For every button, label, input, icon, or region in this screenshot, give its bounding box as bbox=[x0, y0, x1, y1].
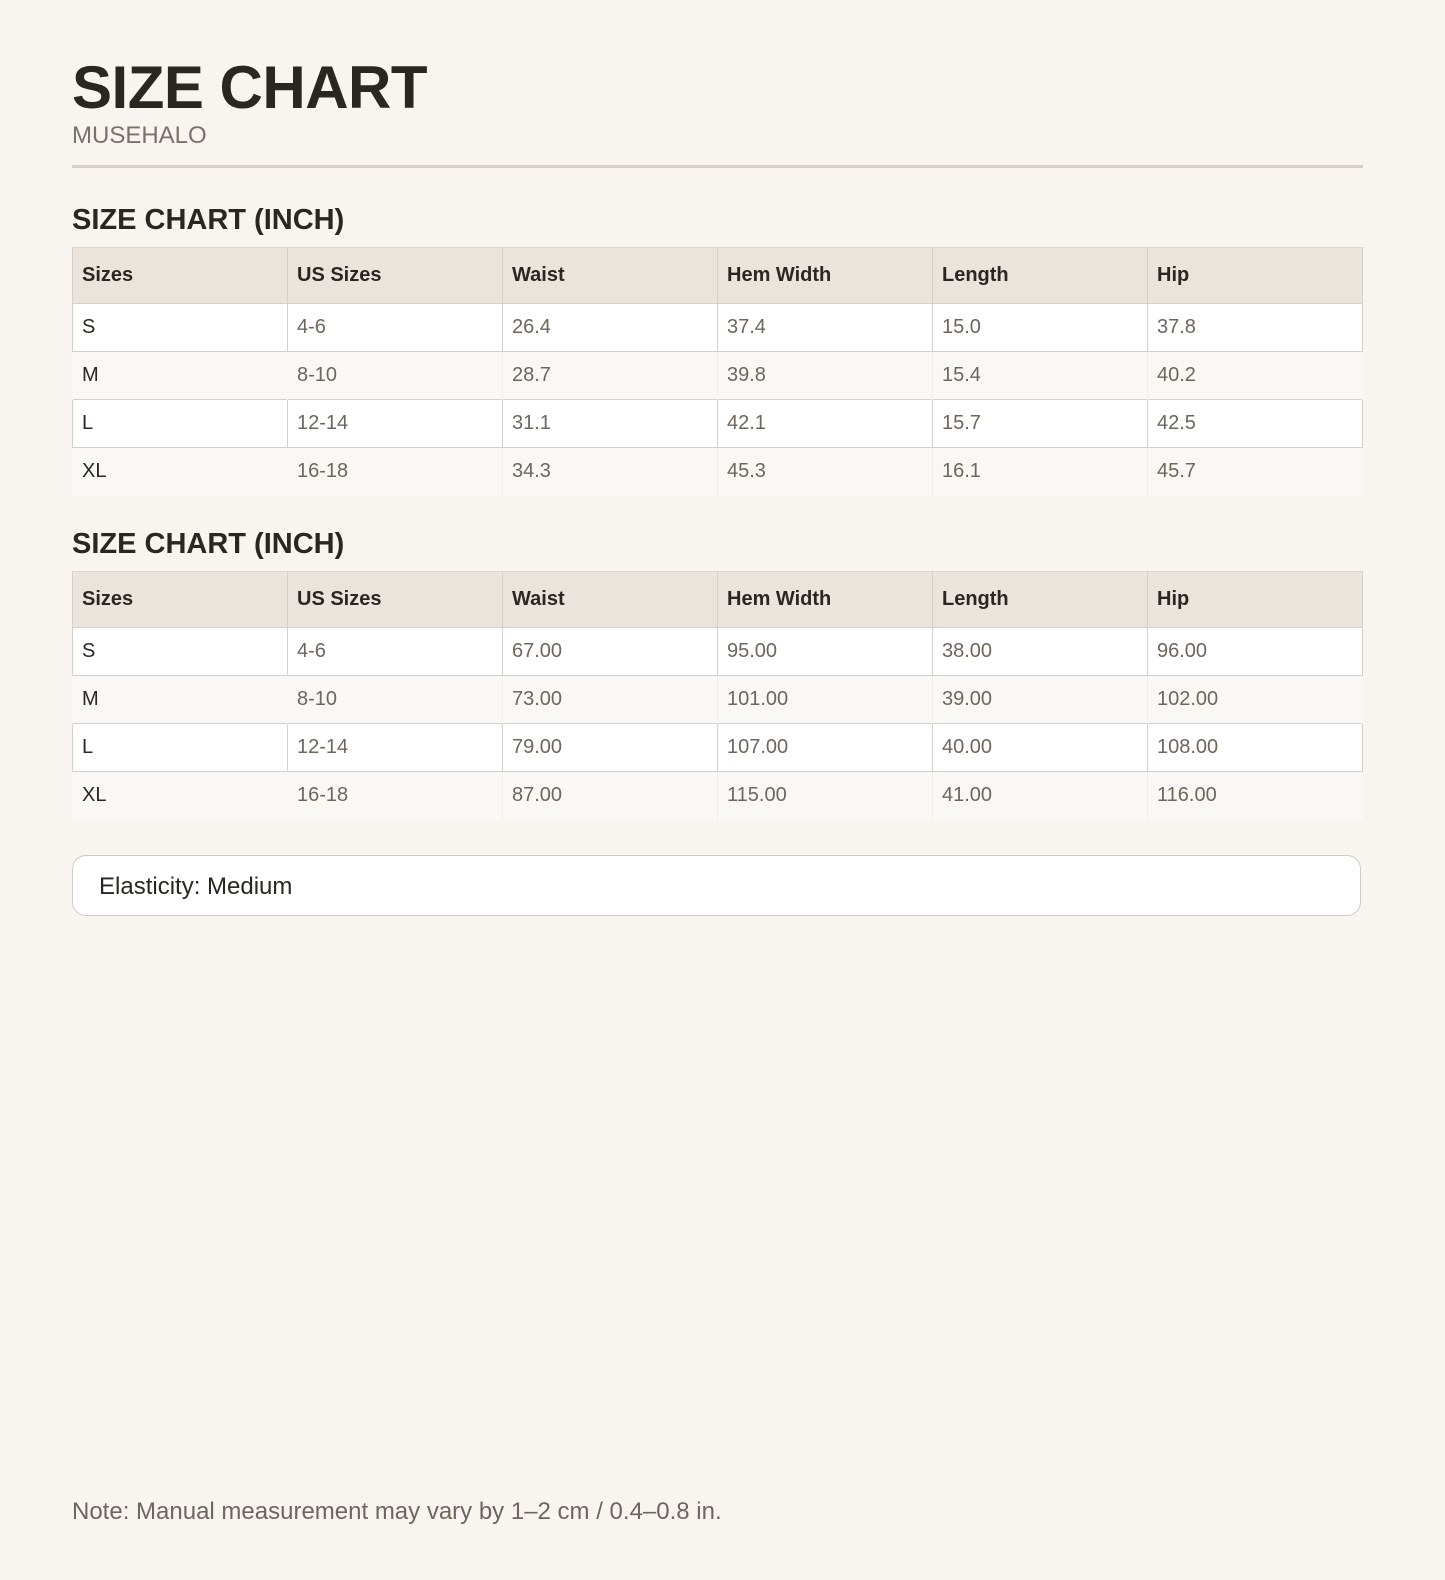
table-cell: 8-10 bbox=[288, 676, 503, 724]
size-table bbox=[72, 247, 1363, 496]
table-cell: 102.00 bbox=[1148, 676, 1363, 724]
table-row bbox=[73, 676, 1363, 724]
column-header: Sizes bbox=[73, 572, 288, 628]
column-header: US Sizes bbox=[288, 572, 503, 628]
table-row bbox=[73, 628, 1363, 676]
column-header: Hip bbox=[1148, 248, 1363, 304]
table-header-row bbox=[73, 248, 1363, 304]
table-cell: 8-10 bbox=[288, 352, 503, 400]
column-header: Waist bbox=[503, 248, 718, 304]
table-header-row bbox=[73, 572, 1363, 628]
column-header: Length bbox=[933, 572, 1148, 628]
table-cell: M bbox=[73, 352, 288, 400]
table-cell: 67.00 bbox=[503, 628, 718, 676]
table-cell: 37.8 bbox=[1148, 304, 1363, 352]
table-cell: 39.00 bbox=[933, 676, 1148, 724]
table-cell: 4-6 bbox=[288, 304, 503, 352]
table-cell: 15.0 bbox=[933, 304, 1148, 352]
size-table-section-1 bbox=[72, 205, 1363, 496]
table-cell: 108.00 bbox=[1148, 724, 1363, 772]
table-cell: 16.1 bbox=[933, 448, 1148, 496]
measurement-note: Note: Manual measurement may vary by 1–2 cm / 0.4–0.8 in. bbox=[72, 1498, 722, 1525]
page-title: SIZE CHART bbox=[72, 54, 427, 121]
table-row bbox=[73, 304, 1363, 352]
table-cell: 16-18 bbox=[288, 772, 503, 820]
table-cell: XL bbox=[73, 448, 288, 496]
table-cell: 45.3 bbox=[718, 448, 933, 496]
table-cell: S bbox=[73, 304, 288, 352]
table-cell: 15.4 bbox=[933, 352, 1148, 400]
elasticity-box: Elasticity: Medium bbox=[72, 855, 1361, 916]
table-cell: M bbox=[73, 676, 288, 724]
table-cell: 4-6 bbox=[288, 628, 503, 676]
brand-name: MUSEHALO bbox=[72, 122, 207, 149]
table-cell: L bbox=[73, 724, 288, 772]
table-cell: 96.00 bbox=[1148, 628, 1363, 676]
column-header: Hem Width bbox=[718, 248, 933, 304]
table-cell: 26.4 bbox=[503, 304, 718, 352]
table-cell: 115.00 bbox=[718, 772, 933, 820]
table-cell: 101.00 bbox=[718, 676, 933, 724]
table-cell: 42.5 bbox=[1148, 400, 1363, 448]
table-cell: 42.1 bbox=[718, 400, 933, 448]
table-cell: 116.00 bbox=[1148, 772, 1363, 820]
section-title: SIZE CHART (INCH) bbox=[72, 204, 345, 236]
table-row bbox=[73, 352, 1363, 400]
table-cell: 73.00 bbox=[503, 676, 718, 724]
column-header: US Sizes bbox=[288, 248, 503, 304]
table-row bbox=[73, 448, 1363, 496]
size-table bbox=[72, 571, 1363, 820]
size-table-section-2 bbox=[72, 529, 1363, 820]
table-cell: 39.8 bbox=[718, 352, 933, 400]
table-cell: S bbox=[73, 628, 288, 676]
section-title: SIZE CHART (INCH) bbox=[72, 528, 345, 560]
column-header: Sizes bbox=[73, 248, 288, 304]
table-cell: 40.2 bbox=[1148, 352, 1363, 400]
table-cell: 28.7 bbox=[503, 352, 718, 400]
column-header: Waist bbox=[503, 572, 718, 628]
table-row bbox=[73, 772, 1363, 820]
table-cell: 79.00 bbox=[503, 724, 718, 772]
table-cell: 37.4 bbox=[718, 304, 933, 352]
table-cell: 87.00 bbox=[503, 772, 718, 820]
table-cell: 16-18 bbox=[288, 448, 503, 496]
table-cell: 12-14 bbox=[288, 400, 503, 448]
table-cell: 38.00 bbox=[933, 628, 1148, 676]
table-cell: 95.00 bbox=[718, 628, 933, 676]
table-cell: 12-14 bbox=[288, 724, 503, 772]
table-cell: XL bbox=[73, 772, 288, 820]
table-cell: 34.3 bbox=[503, 448, 718, 496]
table-cell: 15.7 bbox=[933, 400, 1148, 448]
table-row bbox=[73, 724, 1363, 772]
table-cell: 45.7 bbox=[1148, 448, 1363, 496]
table-cell: 40.00 bbox=[933, 724, 1148, 772]
header-divider bbox=[72, 165, 1363, 168]
table-cell: 107.00 bbox=[718, 724, 933, 772]
table-row bbox=[73, 400, 1363, 448]
table-cell: 41.00 bbox=[933, 772, 1148, 820]
column-header: Hip bbox=[1148, 572, 1363, 628]
table-cell: L bbox=[73, 400, 288, 448]
table-cell: 31.1 bbox=[503, 400, 718, 448]
column-header: Length bbox=[933, 248, 1148, 304]
column-header: Hem Width bbox=[718, 572, 933, 628]
